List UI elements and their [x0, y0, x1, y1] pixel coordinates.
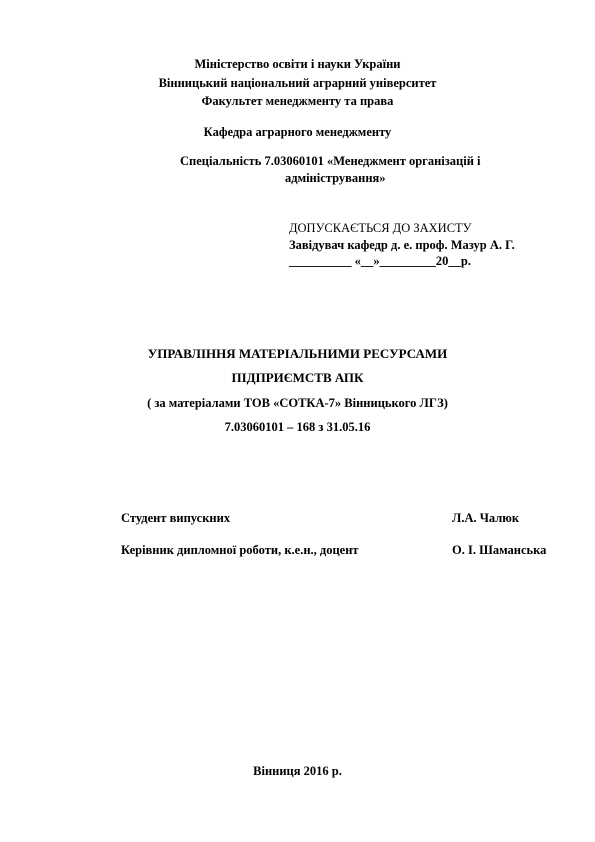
supervisor-name: О. І. Шаманська — [452, 543, 547, 557]
supervisor-label: Керівник дипломної роботи, к.е.н., доцент — [121, 543, 359, 557]
approval-title: ДОПУСКАЄТЬСЯ ДО ЗАХИСТУ — [289, 221, 472, 235]
specialty-line-2: адміністрування» — [285, 171, 386, 185]
faculty-line: Факультет менеджменту та права — [201, 94, 394, 108]
university-line: Вінницький національний аграрний університет — [158, 76, 437, 90]
student-label: Студент випускних — [121, 511, 231, 525]
approval-head: Завідувач кафедр д. е. проф. Мазур А. Г. — [289, 238, 515, 252]
thesis-subtitle: ( за матеріалами ТОВ «СОТКА-7» Вінницького ЛГЗ) — [147, 396, 448, 410]
thesis-title-line-1: УПРАВЛІННЯ МАТЕРІАЛЬНИМИ РЕСУРСАМИ — [147, 346, 448, 361]
thesis-title-line-2: ПІДПРИЄМСТВ АПК — [231, 370, 364, 385]
student-name: Л.А. Чалюк — [452, 511, 520, 525]
city-year: Вінниця 2016 р. — [253, 764, 342, 778]
ministry-line: Міністерство освіти і науки України — [194, 57, 401, 71]
approval-date-line: __________ «__»_________20__р. — [289, 254, 471, 268]
department-line: Кафедра аграрного менеджменту — [203, 125, 392, 139]
specialty-line-1: Спеціальність 7.03060101 «Менеджмент організацій і — [180, 154, 481, 168]
thesis-code: 7.03060101 – 168 з 31.05.16 — [224, 420, 371, 434]
